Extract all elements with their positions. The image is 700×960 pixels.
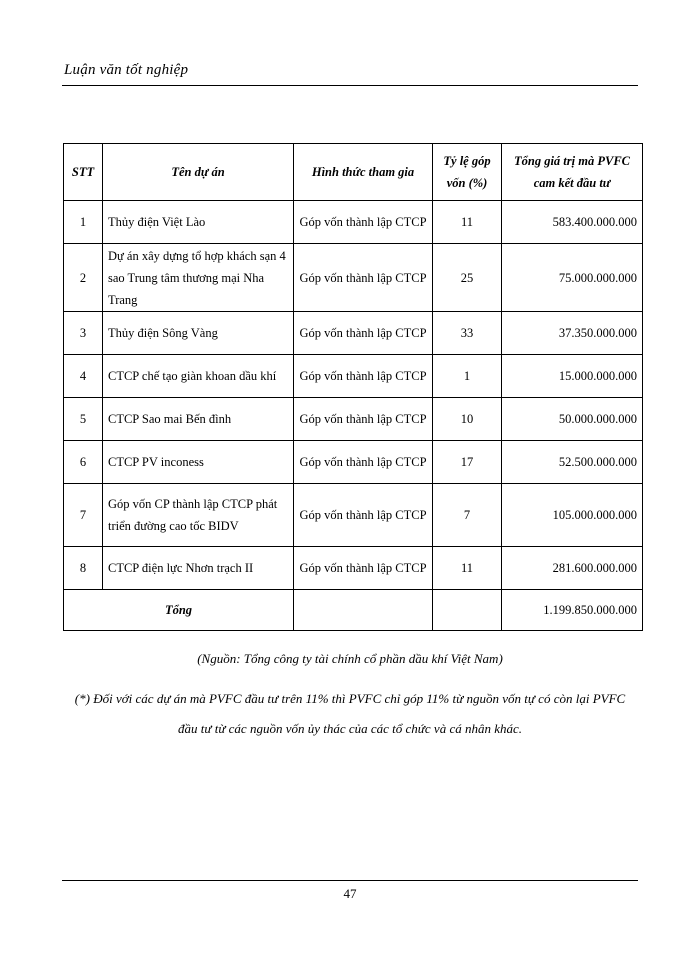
cell-capital-ratio: 17	[433, 441, 502, 484]
source-citation: (Nguồn: Tổng công ty tài chính cổ phần dầu khí Việt Nam)	[197, 651, 503, 666]
header-project-name: Tên dự án	[103, 144, 294, 201]
cell-capital-ratio: 33	[433, 312, 502, 355]
cell-stt: 3	[64, 312, 103, 355]
cell-capital-ratio: 10	[433, 398, 502, 441]
header-participation-form: Hình thức tham gia	[294, 144, 433, 201]
cell-stt: 4	[64, 355, 103, 398]
cell-committed-value: 583.400.000.000	[502, 201, 643, 244]
table-row	[64, 312, 643, 355]
cell-committed-value: 52.500.000.000	[502, 441, 643, 484]
cell-stt: 5	[64, 398, 103, 441]
total-value: 1.199.850.000.000	[502, 590, 643, 631]
cell-project-name: CTCP Sao mai Bến đình	[103, 398, 294, 441]
cell-project-name: Góp vốn CP thành lập CTCP phát triển đường cao tốc BIDV	[103, 484, 294, 547]
cell-stt: 6	[64, 441, 103, 484]
cell-participation-form: Góp vốn thành lập CTCP	[294, 441, 433, 484]
cell-committed-value: 75.000.000.000	[502, 244, 643, 312]
cell-participation-form: Góp vốn thành lập CTCP	[294, 355, 433, 398]
table-row	[64, 201, 643, 244]
cell-committed-value: 37.350.000.000	[502, 312, 643, 355]
table-row	[64, 355, 643, 398]
cell-project-name: CTCP chế tạo giàn khoan dầu khí	[103, 355, 294, 398]
cell-capital-ratio: 11	[433, 201, 502, 244]
total-label: Tổng	[64, 590, 294, 631]
header-rule	[62, 85, 638, 86]
cell-project-name: CTCP điện lực Nhơn trạch II	[103, 547, 294, 590]
total-empty-cell	[433, 590, 502, 631]
cell-participation-form: Góp vốn thành lập CTCP	[294, 547, 433, 590]
cell-project-name: Thủy điện Việt Lào	[103, 201, 294, 244]
cell-capital-ratio: 7	[433, 484, 502, 547]
table-row	[64, 547, 643, 590]
table-total-row	[64, 590, 643, 631]
table-row	[64, 398, 643, 441]
header-committed-value: Tổng giá trị mà PVFC cam kết đầu tư	[502, 144, 643, 201]
cell-stt: 2	[64, 244, 103, 312]
footer-rule	[62, 880, 638, 881]
header-capital-ratio: Tỷ lệ góp vốn (%)	[433, 144, 502, 201]
cell-committed-value: 50.000.000.000	[502, 398, 643, 441]
table-row	[64, 484, 643, 547]
total-empty-cell	[294, 590, 433, 631]
cell-stt: 8	[64, 547, 103, 590]
cell-committed-value: 15.000.000.000	[502, 355, 643, 398]
cell-capital-ratio: 11	[433, 547, 502, 590]
header-stt: STT	[64, 144, 103, 201]
investment-table	[63, 143, 643, 631]
cell-stt: 1	[64, 201, 103, 244]
table-row	[64, 441, 643, 484]
cell-capital-ratio: 1	[433, 355, 502, 398]
table-row	[64, 244, 643, 312]
running-header-title: Luận văn tốt nghiệp	[64, 62, 189, 78]
cell-committed-value: 281.600.000.000	[502, 547, 643, 590]
cell-participation-form: Góp vốn thành lập CTCP	[294, 312, 433, 355]
cell-project-name: Thủy điện Sông Vàng	[103, 312, 294, 355]
page-number: 47	[343, 886, 357, 901]
cell-stt: 7	[64, 484, 103, 547]
cell-project-name: Dự án xây dựng tổ hợp khách sạn 4 sao Trung tâm thương mại Nha Trang	[103, 244, 294, 312]
cell-committed-value: 105.000.000.000	[502, 484, 643, 547]
cell-participation-form: Góp vốn thành lập CTCP	[294, 398, 433, 441]
cell-participation-form: Góp vốn thành lập CTCP	[294, 201, 433, 244]
cell-project-name: CTCP PV inconess	[103, 441, 294, 484]
cell-participation-form: Góp vốn thành lập CTCP	[294, 244, 433, 312]
footnote: (*) Đối với các dự án mà PVFC đầu tư trên 11% thì PVFC chỉ góp 11% từ nguồn vốn tự có còn lại PVFC đầu tư từ các nguồn vốn ủy thác của các tổ chức và cá nhân khác.	[74, 691, 626, 736]
cell-participation-form: Góp vốn thành lập CTCP	[294, 484, 433, 547]
cell-capital-ratio: 25	[433, 244, 502, 312]
table-header-row	[64, 144, 643, 201]
